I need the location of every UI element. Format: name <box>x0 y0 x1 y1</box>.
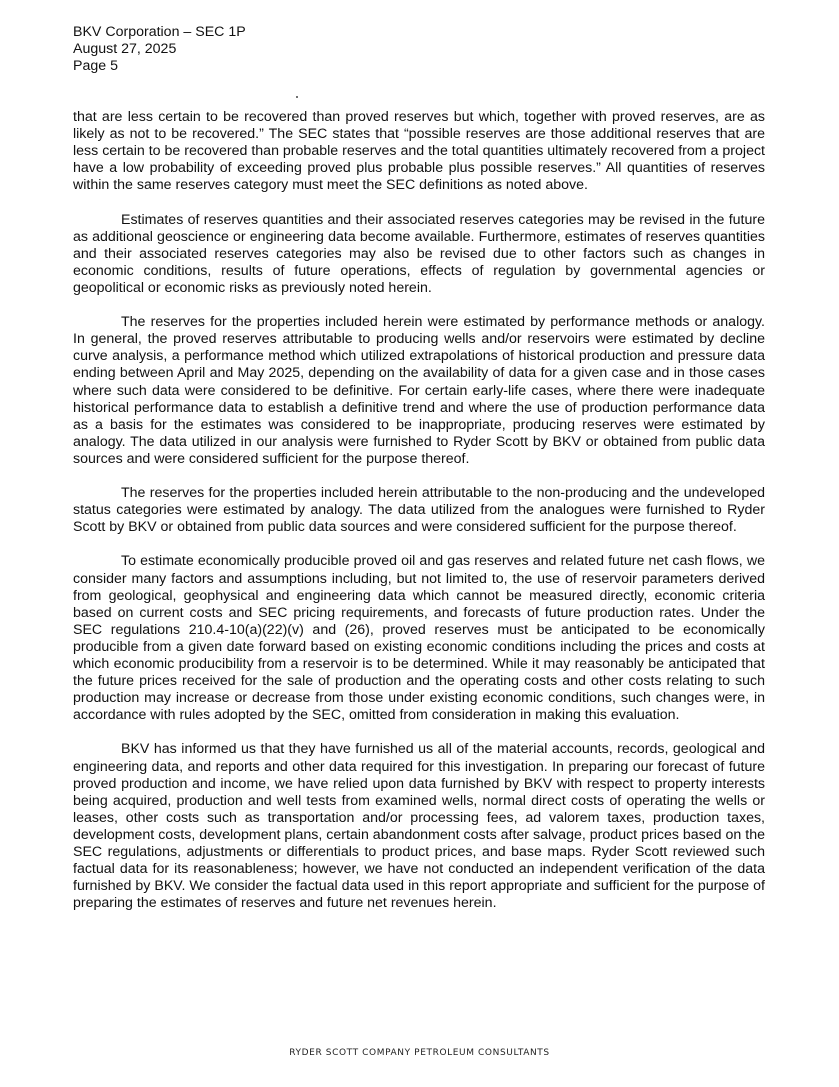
paragraph-performance-methods: The reserves for the properties included herein were estimated by performance methods or analogy. In general, the proved reserves attributable to producing wells and/or reservoirs were estimated by decline curve analysis, a performance method which utilized extrapolations of historical production and pressure data ending between April and May 2025, depending on the availability of data for a given case and in those cases where such data were considered to be definitive. For certain early-life cases, where there were inadequate historical performance data to establish a definitive trend and where the use of production performance data as a basis for the estimates was considered to be inappropriate, producing reserves were estimated by analogy. The data utilized in our analysis were furnished to Ryder Scott by BKV or obtained from public data sources and were considered sufficient for the purpose thereof. <box>73 314 765 467</box>
paragraph-economic-factors: To estimate economically producible proved oil and gas reserves and related future net cash flows, we consider many factors and assumptions including, but not limited to, the use of reservoir parameters derived from geological, geophysical and engineering data which cannot be measured directly, economic criteria based on current costs and SEC pricing requirements, and forecasts of future production rates. Under the SEC regulations 210.4-10(a)(22)(v) and (26), proved reserves must be anticipated to be economically producible from a given date forward based on existing economic conditions including the prices and costs at which economic producibility from a reservoir is to be determined. While it may reasonably be anticipated that the future prices received for the sale of production and the operating costs and other costs relating to such production may increase or decrease from those under existing economic conditions, such changes were, in accordance with rules adopted by the SEC, omitted from consideration in making this evaluation. <box>73 553 765 724</box>
paragraph-possible-reserves: that are less certain to be recovered than proved reserves but which, together with proved reserves, are as likely as not to be recovered.” The SEC states that “possible reserves are those additional reserves that are less certain to be recovered than probable reserves and the total quantities ultimately recovered from a project have a low probability of exceeding proved plus probable plus possible reserves.” All quantities of reserves within the same reserves category must meet the SEC definitions as noted above. <box>73 109 765 194</box>
paragraph-estimates-revision: Estimates of reserves quantities and their associated reserves categories may be revised in the future as additional geoscience or engineering data become available. Furthermore, estimates of reserves quantities and their associated reserves categories may also be revised due to other factors such as changes in economic conditions, results of future operations, effects of regulation by governmental agencies or geopolitical or economic risks as previously noted herein. <box>73 211 765 296</box>
header-date: August 27, 2025 <box>73 41 177 57</box>
paragraph-non-producing: The reserves for the properties included herein attributable to the non-producing and the undeveloped status categories were estimated by analogy. The data utilized from the analogues were furnished to Ryder Scott by BKV or obtained from public data sources and were considered sufficient for the purpose thereof. <box>73 485 765 536</box>
paragraph-data-furnished: BKV has informed us that they have furnished us all of the material accounts, records, geological and engineering data, and reports and other data required for this investigation. In preparing our forecast of future proved production and income, we have relied upon data furnished by BKV with respect to property interests being acquired, production and well tests from examined wells, normal direct costs of operating the wells or leases, other costs such as transportation and/or processing fees, ad valorem taxes, production taxes, development costs, development plans, certain abandonment costs after salvage, product prices based on the SEC regulations, adjustments or differentials to product prices, and base maps. Ryder Scott reviewed such factual data for its reasonableness; however, we have not conducted an independent verification of the data furnished by BKV. We consider the factual data used in this report appropriate and sufficient for the purpose of preparing the estimates of reserves and future net revenues herein. <box>73 741 765 912</box>
stray-dot-mark <box>296 96 298 98</box>
page-footer-letterhead: RYDER SCOTT COMPANY PETROLEUM CONSULTANTS <box>289 1048 550 1058</box>
body-text <box>73 109 765 930</box>
header-page-number: Page 5 <box>73 58 118 74</box>
header-company: BKV Corporation – SEC 1P <box>73 24 246 40</box>
page-header <box>73 24 246 75</box>
